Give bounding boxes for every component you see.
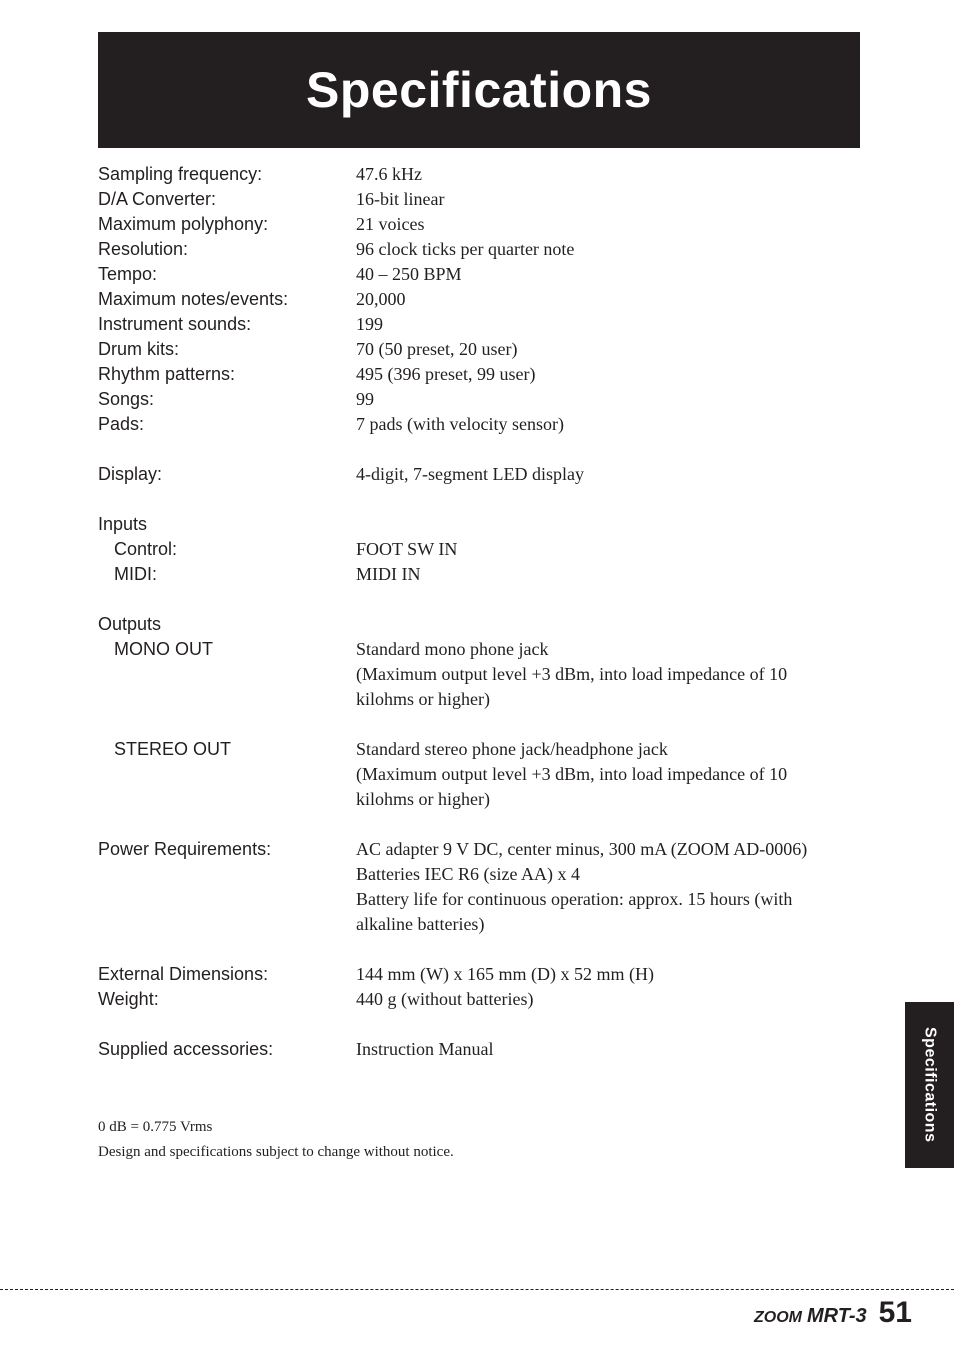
spec-label: Display: (98, 464, 163, 484)
spec-value (356, 737, 858, 812)
footer-model: MRT-3 (806, 1305, 867, 1327)
spec-label: D/A Converter: (98, 189, 217, 209)
spec-label: External Dimensions: (98, 964, 269, 984)
spec-value: MIDI IN (356, 564, 421, 584)
spec-value: 20,000 (356, 289, 406, 309)
spec-label: MIDI: (114, 564, 157, 584)
spec-row-instrument-sounds (98, 312, 858, 337)
spec-row-mono-out (98, 637, 858, 712)
spec-label: Sampling frequency: (98, 164, 263, 184)
spec-label: Tempo: (98, 264, 158, 284)
spec-label: Maximum polyphony: (98, 214, 269, 234)
spec-row-polyphony (98, 212, 858, 237)
footnotes (98, 1115, 454, 1165)
spec-row-tempo (98, 262, 858, 287)
spec-label: Control: (114, 539, 178, 559)
spec-label: Weight: (98, 989, 159, 1009)
spec-row-da-converter (98, 187, 858, 212)
spec-value-line: Batteries IEC R6 (size AA) x 4 (356, 864, 580, 884)
spec-value-line: (Maximum output level +3 dBm, into load impedance of 10 (356, 764, 788, 784)
spec-row-songs (98, 387, 858, 412)
spec-value (356, 637, 858, 712)
spec-label: Songs: (98, 389, 155, 409)
spec-label: Supplied accessories: (98, 1039, 274, 1059)
spec-row-resolution (98, 237, 858, 262)
spec-value: 495 (396 preset, 99 user) (356, 364, 536, 384)
spec-row-dimensions (98, 962, 858, 987)
spec-value-line: kilohms or higher) (356, 789, 490, 809)
spec-value: 40 – 250 BPM (356, 264, 462, 284)
spec-label: Pads: (98, 414, 145, 434)
spec-row-weight (98, 987, 858, 1012)
spec-label: Instrument sounds: (98, 314, 252, 334)
spec-row-stereo-out (98, 737, 858, 812)
spec-value-line: alkaline batteries) (356, 914, 485, 934)
spec-value: FOOT SW IN (356, 539, 458, 559)
spec-value: 47.6 kHz (356, 164, 422, 184)
page-footer (754, 1296, 912, 1330)
spec-value-line: (Maximum output level +3 dBm, into load impedance of 10 (356, 664, 788, 684)
spec-row-max-notes (98, 287, 858, 312)
page-title: Specifications (306, 62, 652, 118)
spec-row-rhythm-patterns (98, 362, 858, 387)
spec-value: 16-bit linear (356, 189, 445, 209)
spec-section-heading: Outputs (98, 614, 162, 634)
spec-row-midi (98, 562, 858, 587)
spec-value-line: Battery life for continuous operation: approx. 15 hours (with (356, 889, 793, 909)
side-tab-label: Specifications (921, 1027, 939, 1143)
spec-value: 440 g (without batteries) (356, 989, 534, 1009)
spec-row-display (98, 462, 858, 487)
spec-value: 96 clock ticks per quarter note (356, 239, 575, 259)
spec-label: Drum kits: (98, 339, 179, 359)
spec-value: 144 mm (W) x 165 mm (D) x 52 mm (H) (356, 964, 654, 984)
footer-divider (0, 1289, 954, 1290)
spec-row-sampling (98, 162, 858, 187)
spec-list (98, 162, 858, 1062)
spec-label: Maximum notes/events: (98, 289, 289, 309)
section-side-tab (905, 1002, 954, 1168)
spec-row-pads (98, 412, 858, 437)
spec-value: 70 (50 preset, 20 user) (356, 339, 518, 359)
spec-value: 4-digit, 7-segment LED display (356, 464, 584, 484)
spec-value-line: kilohms or higher) (356, 689, 490, 709)
db-reference-note: 0 dB = 0.775 Vrms (98, 1119, 213, 1135)
spec-value: 7 pads (with velocity sensor) (356, 414, 564, 434)
spec-value-line: Standard mono phone jack (356, 639, 549, 659)
spec-value-line: Standard stereo phone jack/headphone jack (356, 739, 668, 759)
spec-section-heading: Inputs (98, 514, 148, 534)
spec-label: Rhythm patterns: (98, 364, 236, 384)
spec-value: Instruction Manual (356, 1039, 494, 1059)
spec-label: Resolution: (98, 239, 189, 259)
spec-row-control (98, 537, 858, 562)
spec-label: STEREO OUT (114, 739, 232, 759)
spec-value (356, 837, 858, 937)
spec-row-accessories (98, 1037, 858, 1062)
spec-label: MONO OUT (114, 639, 213, 659)
spec-value: 21 voices (356, 214, 425, 234)
disclaimer-note: Design and specifications subject to change without notice. (98, 1144, 454, 1160)
spec-value: 199 (356, 314, 383, 334)
spec-label: Power Requirements: (98, 839, 272, 859)
footer-brand: ZOOM (753, 1309, 802, 1326)
page-number: 51 (878, 1296, 912, 1329)
spec-row-drum-kits (98, 337, 858, 362)
spec-heading-inputs (98, 512, 858, 537)
spec-value-line: AC adapter 9 V DC, center minus, 300 mA (ZOOM AD-0006) (356, 839, 808, 859)
spec-value: 99 (356, 389, 374, 409)
spec-row-power (98, 837, 858, 937)
title-banner (98, 32, 860, 148)
spec-heading-outputs (98, 612, 858, 637)
